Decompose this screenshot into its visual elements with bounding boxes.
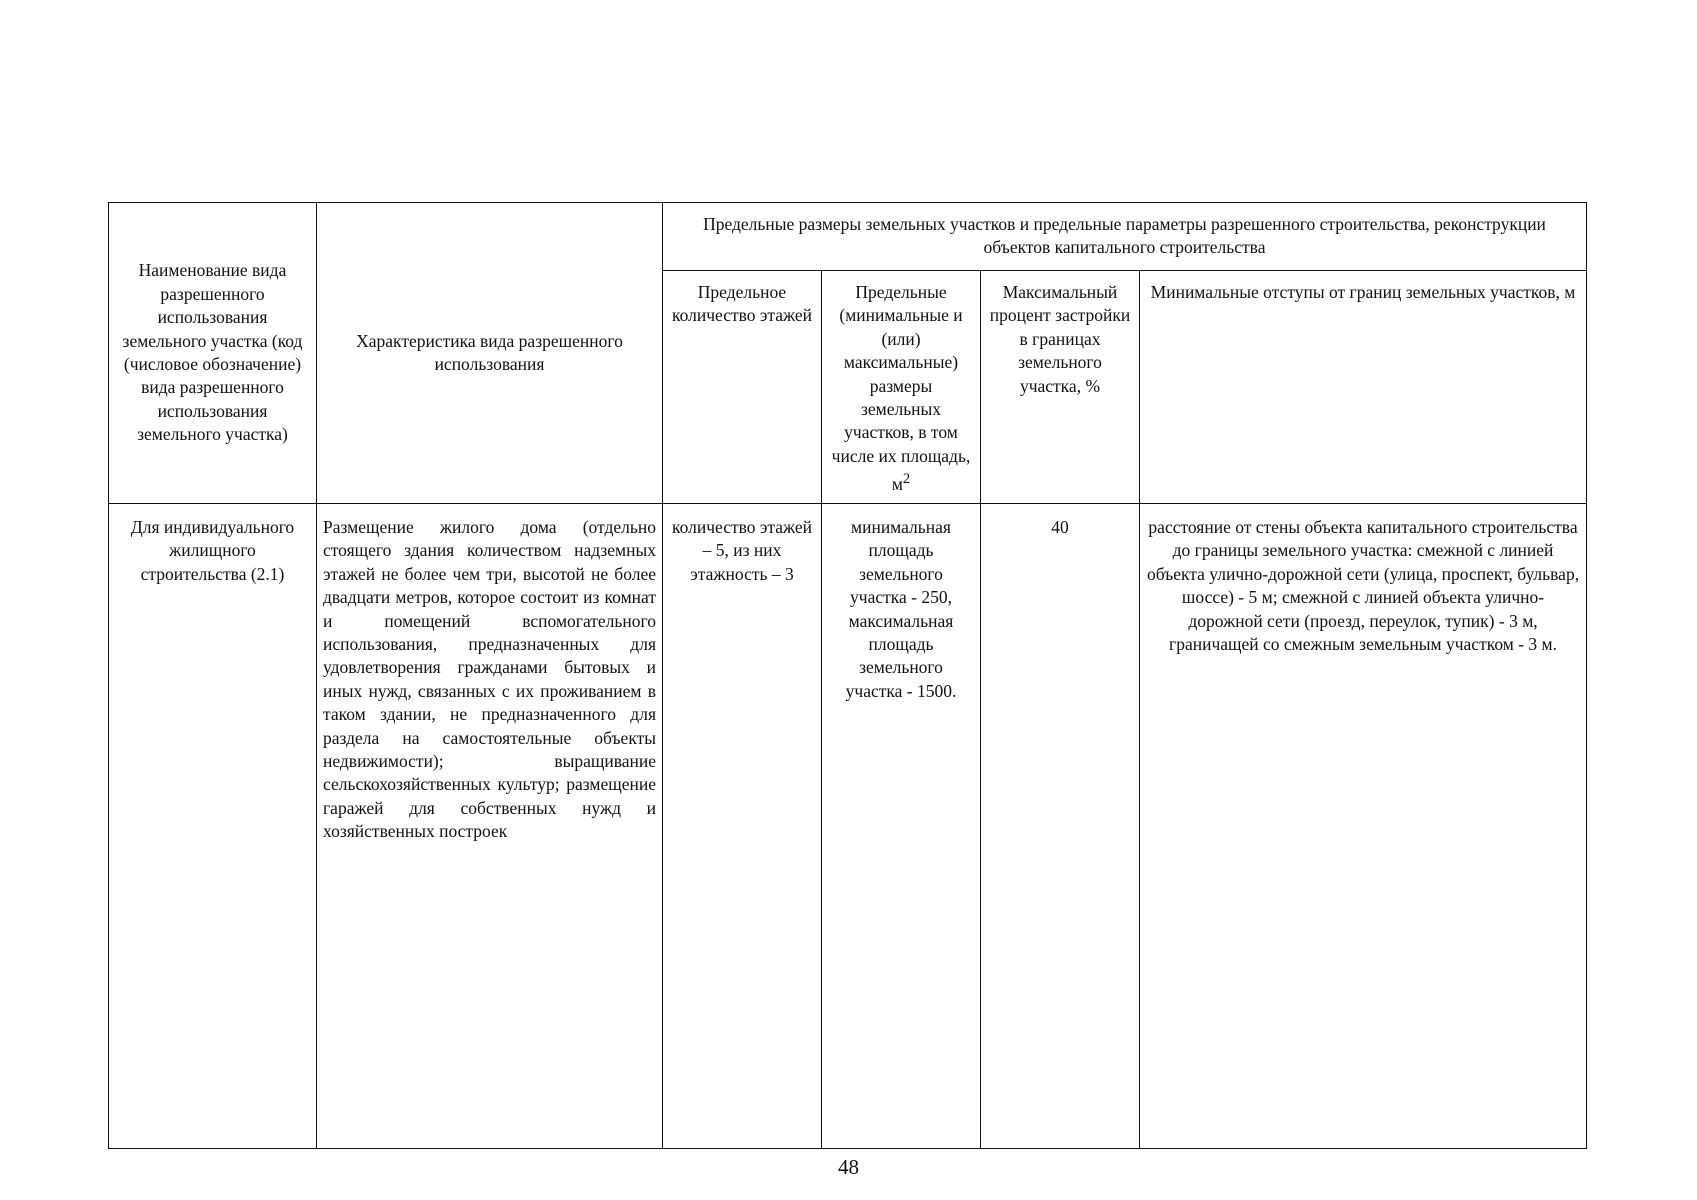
row-floors: количество этажей – 5, из них этажность – 3: [671, 517, 813, 584]
header-row-1: [109, 203, 1587, 271]
header-characteristic-cell: [317, 203, 663, 504]
row-name: Для индивидуального жилищного строительства (2.1): [130, 517, 295, 584]
page-number: 48: [838, 1155, 859, 1179]
header-name-cell: [109, 203, 317, 504]
zoning-table: [108, 202, 1587, 1149]
row-name-cell: [109, 504, 317, 1149]
header-name: Наименование вида разрешенного использования земельного участка (код (числовое обозначение) вида разрешенного использования земельного участка): [122, 260, 303, 445]
row-percent-cell: [981, 504, 1140, 1149]
header-floors-cell: [663, 271, 822, 504]
header-percent-cell: [981, 271, 1140, 504]
header-sizes-superscript: 2: [902, 471, 911, 488]
row-setbacks-cell: [1140, 504, 1587, 1149]
header-setbacks: Минимальные отступы от границ земельных участков, м: [1150, 282, 1576, 302]
row-characteristic-cell: [317, 504, 663, 1149]
row-characteristic: Размещение жилого дома (отдельно стоящего здания количеством надземных этажей не более чем три, высотой не более двадцати метров, которое состоит из комнат и помещений вспомогательного использования, предназначенных для удовлетворения гражданами бытовых и иных нужд, связанных с их проживанием в таком здании, не предназначенного для раздела на самостоятельные объекты недвижимости); выращивание сельскохозяйственных культур; размещение гаражей для собственных нужд и хозяйственных построек: [323, 517, 656, 842]
table-row: [109, 504, 1587, 1149]
header-characteristic: Характеристика вида разрешенного использования: [356, 330, 623, 374]
header-group-cell: [663, 203, 1587, 271]
row-sizes-cell: [822, 504, 981, 1149]
header-sizes: Предельные (минимальные и (или) максимальные) размеры земельных участков, в том числе их площадь, м: [831, 282, 971, 495]
header-floors: Предельное количество этажей: [671, 282, 813, 326]
row-sizes: минимальная площадь земельного участка - 250, максимальная площадь земельного участка - 1500.: [845, 517, 957, 701]
header-group-title: Предельные размеры земельных участков и предельные параметры разрешенного строительства, реконструкции объектов капитального строительства: [703, 214, 1546, 258]
header-percent: Максимальный процент застройки в границах земельного участка, %: [989, 282, 1131, 396]
row-floors-cell: [663, 504, 822, 1149]
header-sizes-cell: [822, 271, 981, 504]
row-percent: 40: [1051, 517, 1069, 537]
header-setbacks-cell: [1140, 271, 1587, 504]
row-setbacks: расстояние от стены объекта капитального строительства до границы земельного участка: смежной с линией объекта улично-дорожной сети (улица, проспект, бульвар, шоссе) - 5 м; смежной с линией объекта улично-дорожной сети (проезд, переулок, тупик) - 3 м, граничащей со смежным земельным участком - 3 м.: [1146, 517, 1580, 655]
